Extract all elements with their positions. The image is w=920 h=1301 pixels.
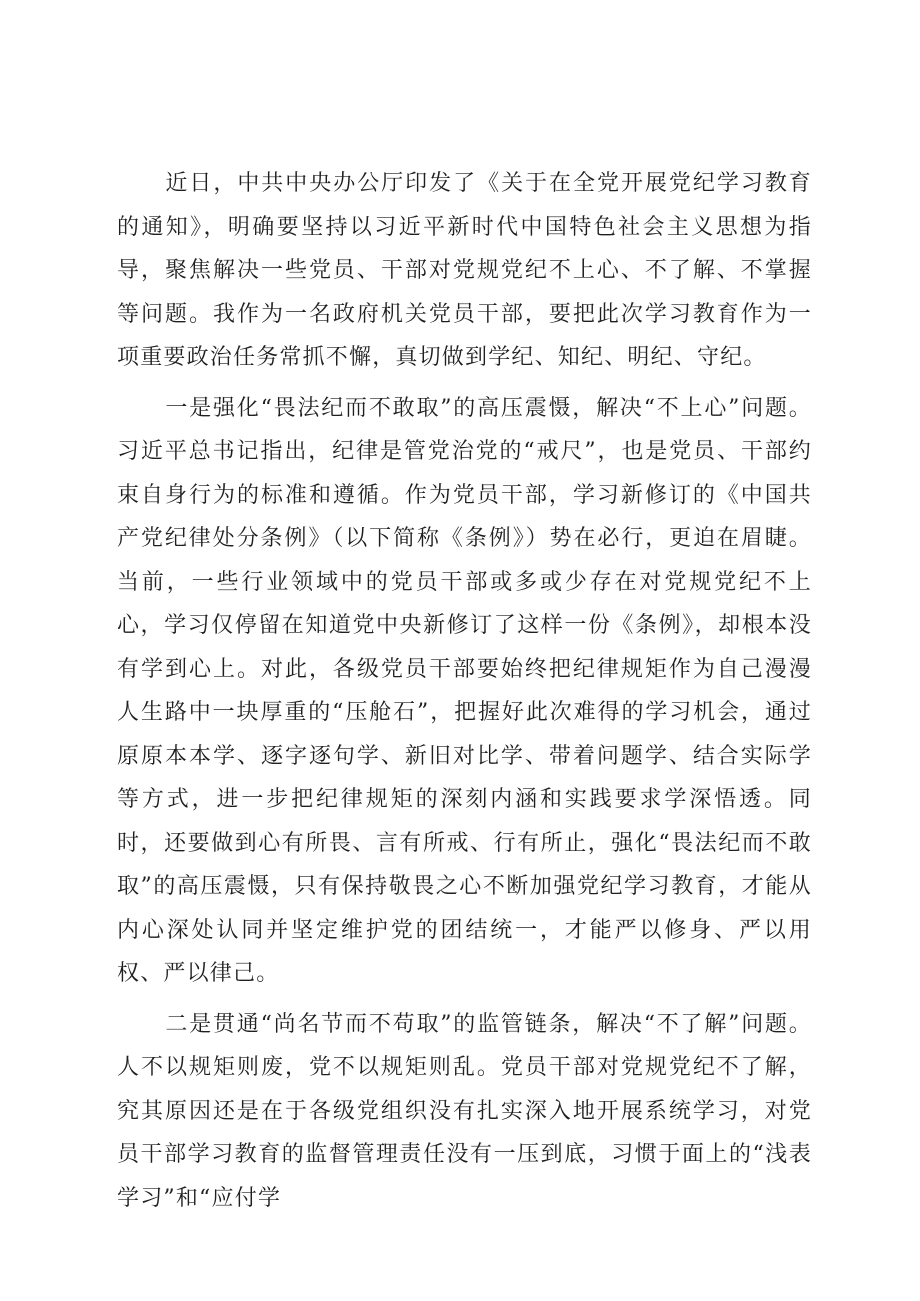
document-body	[117, 162, 812, 1227]
paragraph-point-one: 一是强化“畏法纪而不敢取”的高压震慑，解决“不上心”问题。习近平总书记指出，纪律是管党治党的“戒尺”，也是党员、干部约束自身行为的标准和遵循。作为党员干部，学习新修订的《中国共产党纪律处分条例》（以下简称《条例》）势在必行，更迫在眉睫。当前，一些行业领域中的党员干部或多或少存在对党规党纪不上心，学习仅停留在知道党中央新修订了这样一份《条例》，却根本没有学到心上。对此，各级党员干部要始终把纪律规矩作为自己漫漫人生路中一块厚重的“压舱石”，把握好此次难得的学习机会，通过原原本本学、逐字逐句学、新旧对比学、带着问题学、结合实际学等方式，进一步把纪律规矩的深刻内涵和实践要求学深悟透。同时，还要做到心有所畏、言有所戒、行有所止，强化“畏法纪而不敢取”的高压震慑，只有保持敬畏之心不断加强党纪学习教育，才能从内心深处认同并坚定维护党的团结统一，才能严以修身、严以用权、严以律己。	[117, 395, 812, 986]
paragraph-intro: 近日，中共中央办公厅印发了《关于在全党开展党纪学习教育的通知》，明确要坚持以习近平新时代中国特色社会主义思想为指导，聚焦解决一些党员、干部对党规党纪不上心、不了解、不掌握等问题。我作为一名政府机关党员干部，要把此次学习教育作为一项重要政治任务常抓不懈，真切做到学纪、知纪、明纪、守纪。	[117, 171, 812, 370]
paragraph-point-two: 二是贯通“尚名节而不苟取”的监管链条，解决“不了解”问题。人不以规矩则废，党不以规矩则乱。党员干部对党规党纪不了解，究其原因还是在于各级党组织没有扎实深入地开展系统学习，对党员干部学习教育的监督管理责任没有一压到底，习惯于面上的“浅表学习”和“应付学	[117, 1011, 812, 1211]
